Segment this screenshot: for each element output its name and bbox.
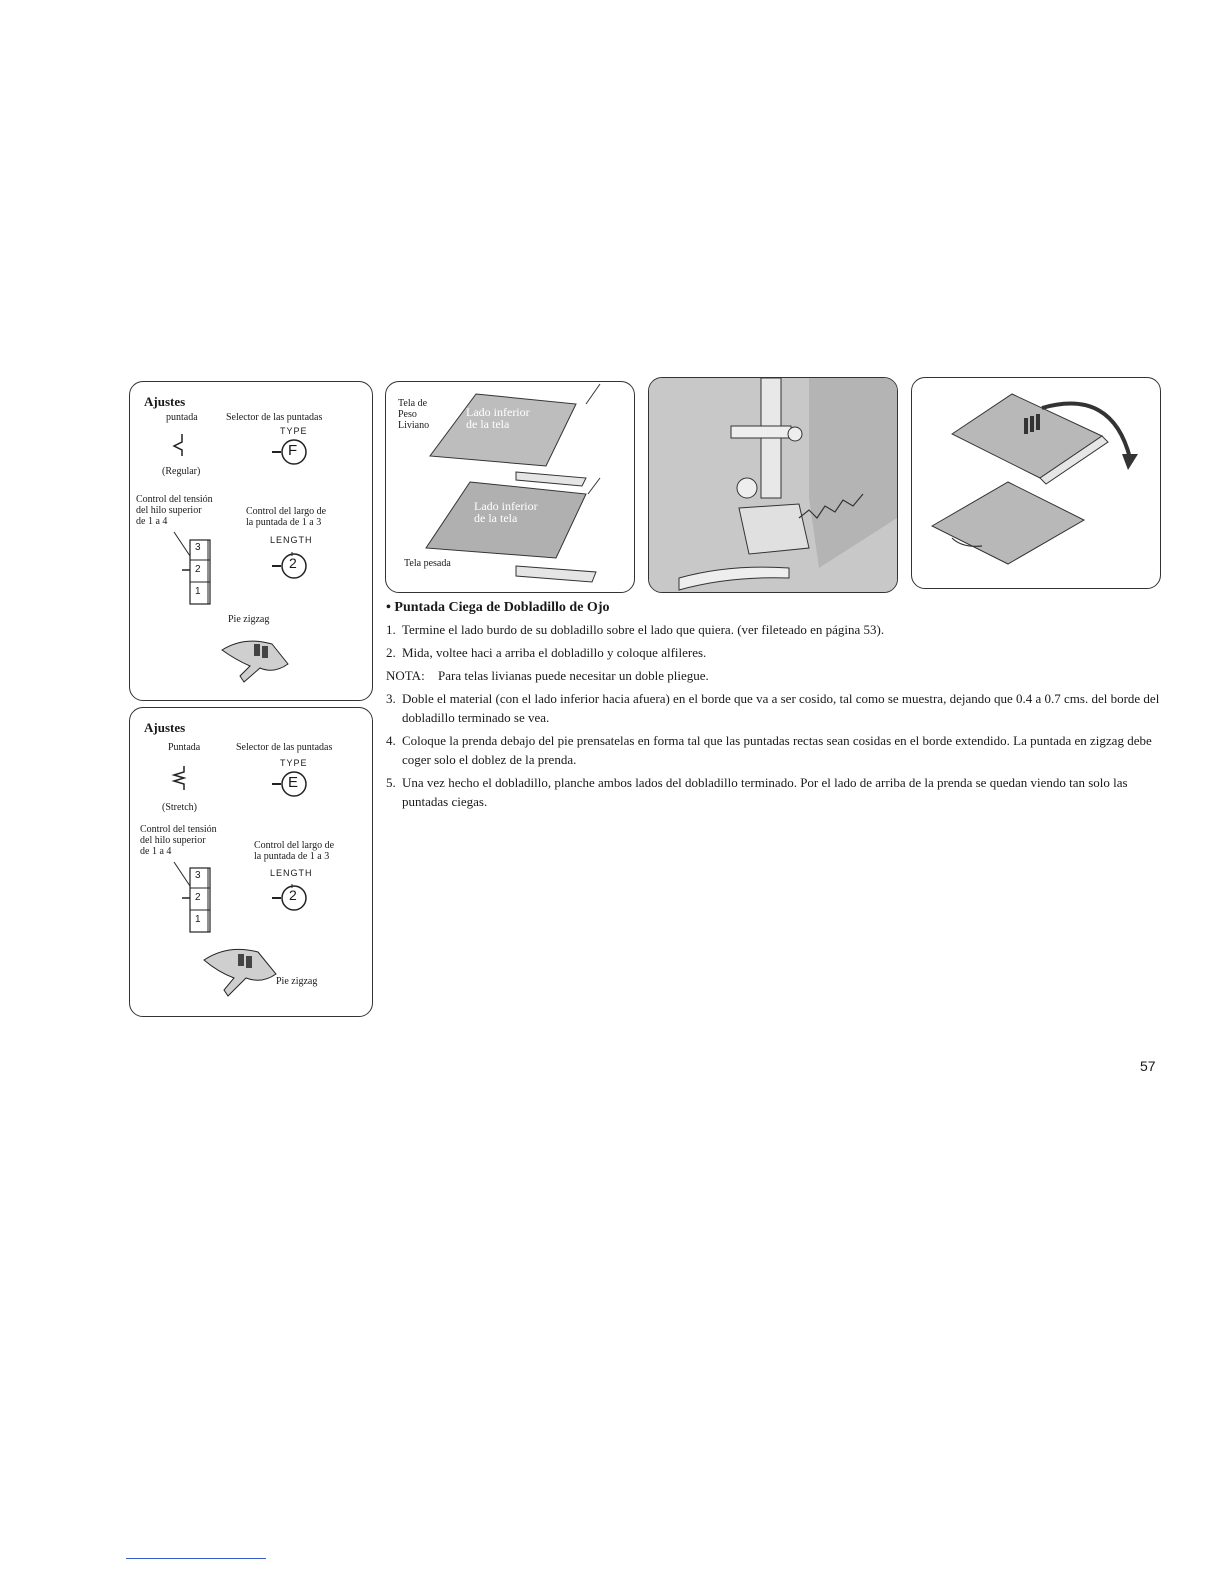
settings-title: Ajustes <box>144 720 186 735</box>
note: NOTA: Para telas livianas puede necesitar un doble pliegue. <box>386 668 709 683</box>
light-fabric-label: Tela de Peso Liviano <box>398 398 430 431</box>
length-control-label: Control del largo de la puntada de 1 a 3 <box>254 840 335 862</box>
step-2: 2. Mida, voltee haci a arriba el dobladillo y coloque alfileres. <box>386 645 707 660</box>
step-4: 4. Coloque la prenda debajo del pie prensatelas en forma tal que las puntadas rectas sean cosidas en el borde extendido. La puntada en zigzag debe coger solo el doblez de la prenda. <box>386 733 1152 767</box>
type-label: TYPE <box>280 758 308 768</box>
type-letter: E <box>288 774 299 791</box>
tension-value-1: 1 <box>195 914 201 925</box>
page-number: 57 <box>1140 1058 1156 1074</box>
heavy-fabric-label: Tela pesada <box>404 558 451 569</box>
selector-label: Selector de las puntadas <box>236 742 333 753</box>
foot-label: Pie zigzag <box>276 976 318 987</box>
tension-value-3: 3 <box>195 542 201 553</box>
type-label: TYPE <box>280 426 308 436</box>
settings-box-stretch <box>129 707 373 1017</box>
finished-hem-illustration <box>912 378 1160 588</box>
length-value: 2 <box>289 887 297 903</box>
length-value: 2 <box>289 555 297 571</box>
tension-value-1: 1 <box>195 586 201 597</box>
sewing-foot-figure <box>648 377 898 593</box>
stretch-stitch-icon <box>170 764 192 792</box>
tension-value-2: 2 <box>195 892 201 903</box>
fabric-weight-figure <box>385 381 635 593</box>
selector-label: Selector de las puntadas <box>226 412 323 423</box>
step-5: 5. Una vez hecho el dobladillo, planche ambos lados del dobladillo terminado. Por el lado de arriba de la prenda se quedan viendo tan solo las puntadas ciegas. <box>386 775 1128 809</box>
underside-label-top: Lado inferior de la tela <box>466 405 530 431</box>
stitch-note: (Regular) <box>162 466 201 477</box>
zigzag-foot-icon <box>196 938 286 1008</box>
stitch-label: puntada <box>166 412 198 423</box>
underside-label-bottom: Lado inferior de la tela <box>474 499 538 525</box>
length-control-label: Control del largo de la puntada de 1 a 3 <box>246 506 327 528</box>
stitch-label: Puntada <box>168 742 201 753</box>
instructions-heading: • Puntada Ciega de Dobladillo de Ojo <box>386 600 610 615</box>
length-label: LENGTH <box>270 535 313 545</box>
stitch-note: (Stretch) <box>162 802 197 813</box>
tension-value-2: 2 <box>195 564 201 575</box>
finished-hem-figure <box>911 377 1161 589</box>
blind-stitch-icon <box>170 432 190 458</box>
tension-label: Control del tensión del hilo superior de 1 a 4 <box>136 494 213 527</box>
step-3: 3. Doble el material (con el lado inferior hacia afuera) en el borde que va a ser cosido, tal como se muestra, dejando que 0.4 a 0.7 cms. del borde del dobladillo terminado se vea. <box>386 691 1160 725</box>
settings-title: Ajustes <box>144 394 186 409</box>
zigzag-foot-icon <box>214 630 294 690</box>
type-letter: F <box>288 442 298 459</box>
footer-divider <box>126 1558 266 1559</box>
length-label: LENGTH <box>270 868 313 878</box>
settings-box-regular <box>129 381 373 701</box>
step-1: 1. Termine el lado burdo de su dobladillo sobre el lado que quiera. (ver fileteado en página 53). <box>386 622 885 637</box>
tension-label: Control del tensión del hilo superior de 1 a 4 <box>140 824 217 857</box>
foot-label: Pie zigzag <box>228 614 270 625</box>
tension-value-3: 3 <box>195 870 201 881</box>
instructions <box>386 598 1176 815</box>
presser-foot-illustration <box>649 378 897 592</box>
